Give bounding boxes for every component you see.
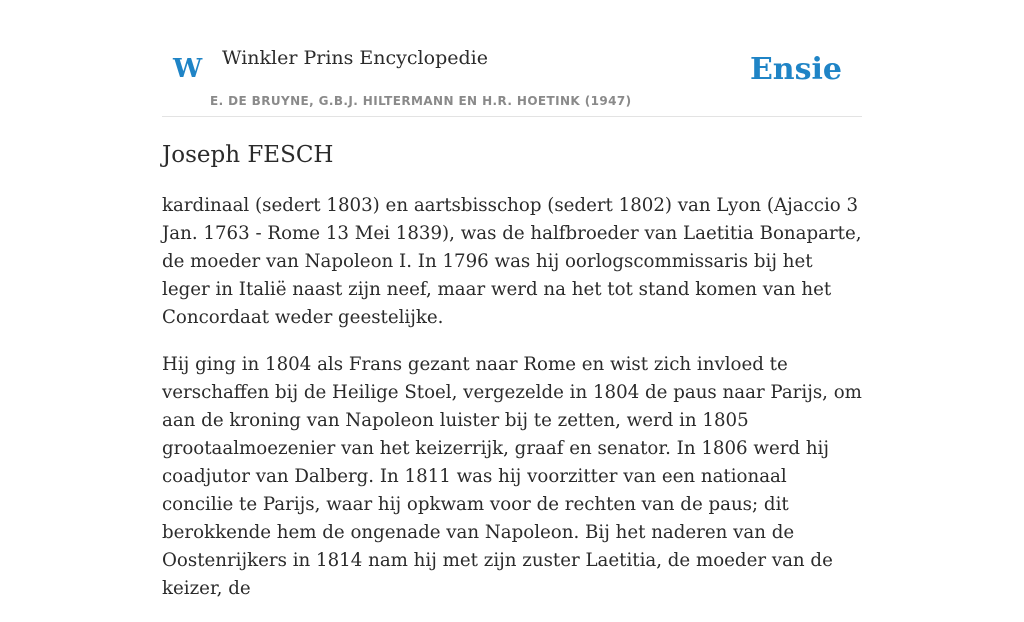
article-paragraph: kardinaal (sedert 1803) en aartsbisschop (sedert 1802) van Lyon (Ajaccio 3 Jan. 1763 - Rome 13 Mei 1839), was de halfbroeder van Laetitia Bonaparte, de moeder van Napoleon I. In 1796 was hij oorlogscommissaris bij het leger in Italië naast zijn neef, maar werd na het tot stand komen van het Concordaat weder geestelijke. [162, 195, 862, 328]
source-logo-icon[interactable]: W [173, 54, 203, 84]
source-header [162, 30, 862, 117]
brand-logo[interactable]: Ensie [749, 52, 842, 87]
article-paragraph: Hij ging in 1804 als Frans gezant naar Rome en wist zich invloed te verschaffen bij de Heilige Stoel, vergezelde in 1804 de paus naar Parijs, om aan de kroning van Napoleon luister bij te zetten, werd in 1805 grootaalmoezenier van het keizerrijk, graaf en senator. In 1806 werd hij coadjutor van Dalberg. In 1811 was hij voorzitter van een nationaal concilie te Parijs, waar hij opkwam voor de rechten van de paus; dit berokkende hem de ongenade van Napoleon. Bij het naderen van de Oostenrijkers in 1814 nam hij met zijn zuster Laetitia, de moeder van de keizer, de [162, 354, 862, 599]
article-title: Joseph FESCH [162, 142, 334, 168]
source-authors: E. DE BRUYNE, G.B.J. HILTERMANN EN H.R. HOETINK (1947) [210, 94, 632, 108]
source-title[interactable]: Winkler Prins Encyclopedie [222, 47, 488, 69]
article-body [162, 192, 862, 622]
